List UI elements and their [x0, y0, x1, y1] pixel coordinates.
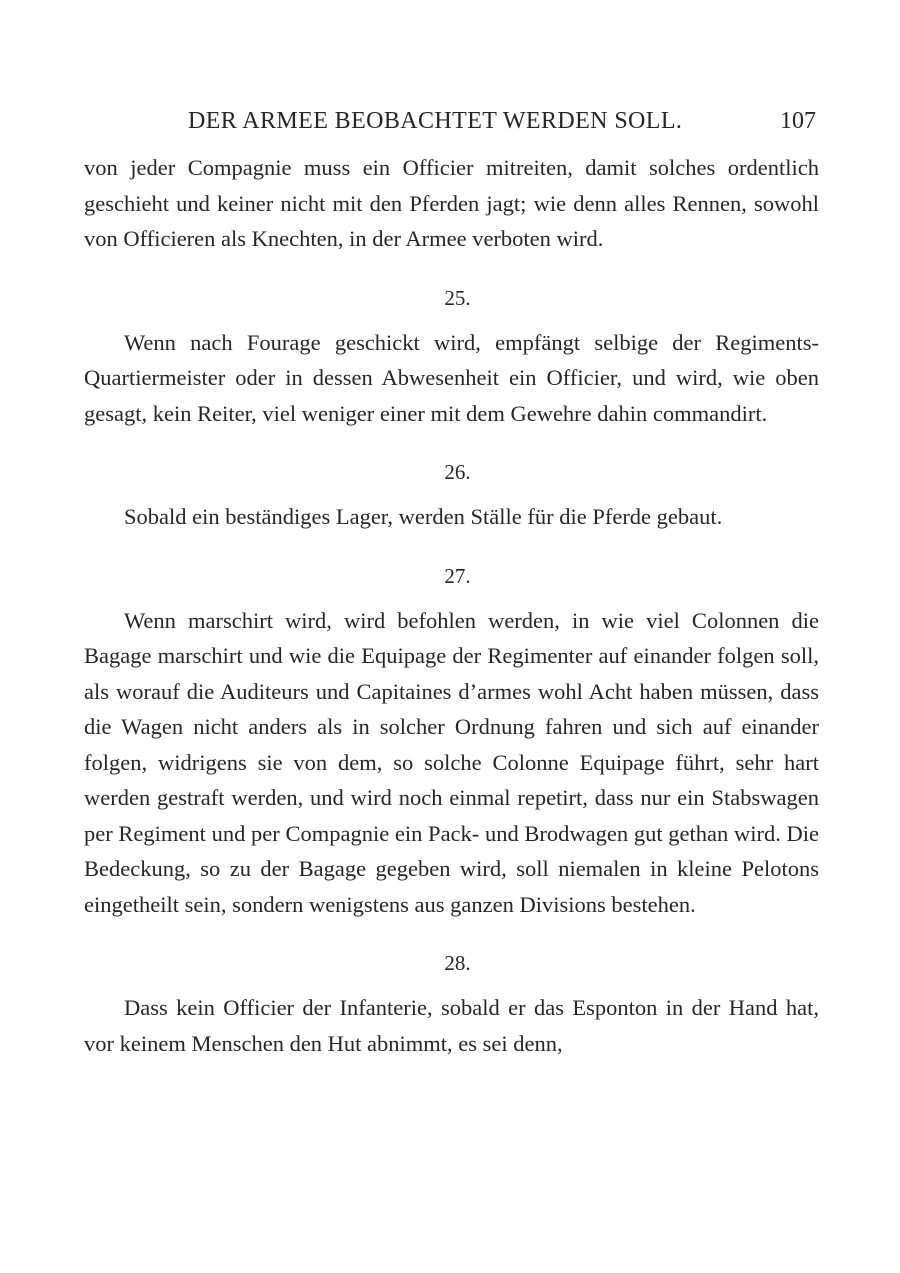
body-text [84, 150, 819, 1061]
paragraph-25: Wenn nach Fourage geschickt wird, empfängt selbige der Regiments-Quartiermeister oder in dessen Abwesenheit ein Officier, und wird, wie oben gesagt, kein Reiter, viel weniger einer mit dem Gewehre dahin commandirt. [84, 329, 819, 426]
section-number-28: 28. [444, 951, 471, 975]
paragraph-continuation: von jeder Compagnie muss ein Officier mitreiten, damit solches ordentlich geschieht und keiner nicht mit den Pferden jagt; wie denn alles Rennen, sowohl von Officieren als Knechten, in der Armee verboten wird. [84, 155, 819, 251]
page-number: 107 [780, 108, 816, 134]
running-head [188, 108, 816, 142]
paragraph-26: Sobald ein beständiges Lager, werden Ställe für die Pferde gebaut. [124, 504, 723, 529]
running-title: DER ARMEE BEOBACHTET WERDEN SOLL. [188, 108, 683, 134]
section-number-27: 27. [444, 563, 471, 588]
paragraph-27: Wenn marschirt wird, wird befohlen werden, in wie viel Colonnen die Bagage marschirt und wie die Equipage der Regimenter auf einander folgen soll, als worauf die Auditeurs und Capitaines d’armes wohl Acht haben müssen, dass die Wagen nicht anders als in solcher Ordnung fahren und sich auf einander folgen, widrigens sie von dem, so solche Colonne Equipage führt, sehr hart werden gestraft werden, und wird noch einmal repetirt, dass nur ein Stabswagen per Regiment und per Compagnie ein Pack- und Brodwagen gut gethan wird. Die Bedeckung, so zu der Bagage gegeben wird, soll niemalen in kleine Pelotons eingetheilt sein, sondern wenigstens aus ganzen Divisions bestehen. [84, 607, 819, 917]
section-number-26: 26. [444, 460, 471, 484]
paragraph-28: Dass kein Officier der Infanterie, sobald er das Esponton in der Hand hat, vor keinem Menschen den Hut abnimmt, es sei denn, [84, 995, 819, 1056]
section-number-25: 25. [444, 285, 471, 310]
